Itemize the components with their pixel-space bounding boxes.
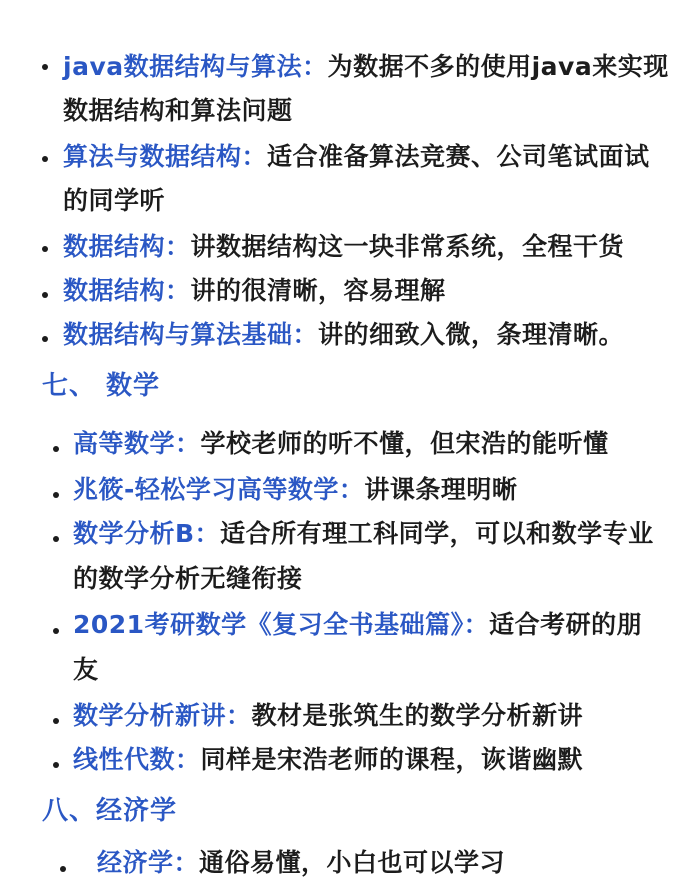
list-item-algo-ds-cont: 的同学听 <box>63 186 166 215</box>
list-item-new-analysis <box>73 693 583 739</box>
section-heading-math: 七、 数学 <box>42 371 161 401</box>
bullet-dot <box>42 64 48 70</box>
list-item-advanced-math <box>73 421 609 467</box>
list-item-math-analysis-b-cont: 的数学分析无缝衔接 <box>73 564 303 593</box>
list-item-kaoyan-math <box>73 602 642 648</box>
item-key: 2021考研数学《复习全书基础篇》： <box>73 610 490 639</box>
item-key: 线性代数： <box>73 745 201 774</box>
list-item-economics <box>97 840 505 886</box>
bullet-dot <box>53 762 59 768</box>
item-key: 高等数学： <box>73 429 201 458</box>
list-item-math-analysis-b <box>73 511 654 557</box>
item-key: java数据结构与算法： <box>63 52 328 81</box>
bullet-dot <box>42 292 48 298</box>
item-desc: 适合准备算法竞赛、公司笔试面试 <box>267 142 650 171</box>
item-desc: 为数据不多的使用java来实现 <box>327 52 669 81</box>
item-desc: 讲的很清晰，容易理解 <box>190 276 446 305</box>
bullet-dot <box>53 628 59 634</box>
item-key: 数学分析新讲： <box>73 701 252 730</box>
bullet-dot <box>53 536 59 542</box>
bullet-dot <box>53 492 59 498</box>
list-item-ds-basics <box>63 312 624 358</box>
item-desc: 适合所有理工科同学，可以和数学专业 <box>220 519 654 548</box>
list-item-java-ds-cont: 数据结构和算法问题 <box>63 96 293 125</box>
bullet-dot <box>60 866 66 872</box>
item-key: 数据结构： <box>63 232 191 261</box>
bullet-dot <box>53 446 59 452</box>
list-item-ds-1 <box>63 224 624 270</box>
list-item-easy-math <box>73 467 517 513</box>
item-key: 经济学： <box>97 848 200 877</box>
item-desc: 通俗易懂，小白也可以学习 <box>199 848 506 877</box>
list-item-kaoyan-math-cont: 友 <box>73 655 99 684</box>
item-desc: 教材是张筑生的数学分析新讲 <box>251 701 584 730</box>
item-key: 兆筱-轻松学习高等数学： <box>73 475 365 504</box>
list-item-java-ds <box>63 44 669 90</box>
list-item-algo-ds <box>63 134 650 180</box>
bullet-dot <box>53 718 59 724</box>
item-desc: 讲课条理明晰 <box>364 475 518 504</box>
item-desc: 讲的细致入微，条理清晰。 <box>318 320 625 349</box>
list-item-linear-algebra <box>73 737 583 783</box>
bullet-dot <box>42 336 48 342</box>
item-desc: 学校老师的听不懂，但宋浩的能听懂 <box>200 429 609 458</box>
item-key: 算法与数据结构： <box>63 142 268 171</box>
item-key: 数学分析B： <box>73 519 221 548</box>
item-desc: 适合考研的朋 <box>489 610 643 639</box>
bullet-dot <box>42 246 48 252</box>
section-heading-economics: 八、经济学 <box>42 796 178 826</box>
list-item-ds-2 <box>63 268 446 314</box>
item-key: 数据结构： <box>63 276 191 305</box>
item-key: 数据结构与算法基础： <box>63 320 319 349</box>
item-desc: 同样是宋浩老师的课程，诙谐幽默 <box>200 745 584 774</box>
bullet-dot <box>42 156 48 162</box>
item-desc: 讲数据结构这一块非常系统，全程干货 <box>190 232 625 261</box>
